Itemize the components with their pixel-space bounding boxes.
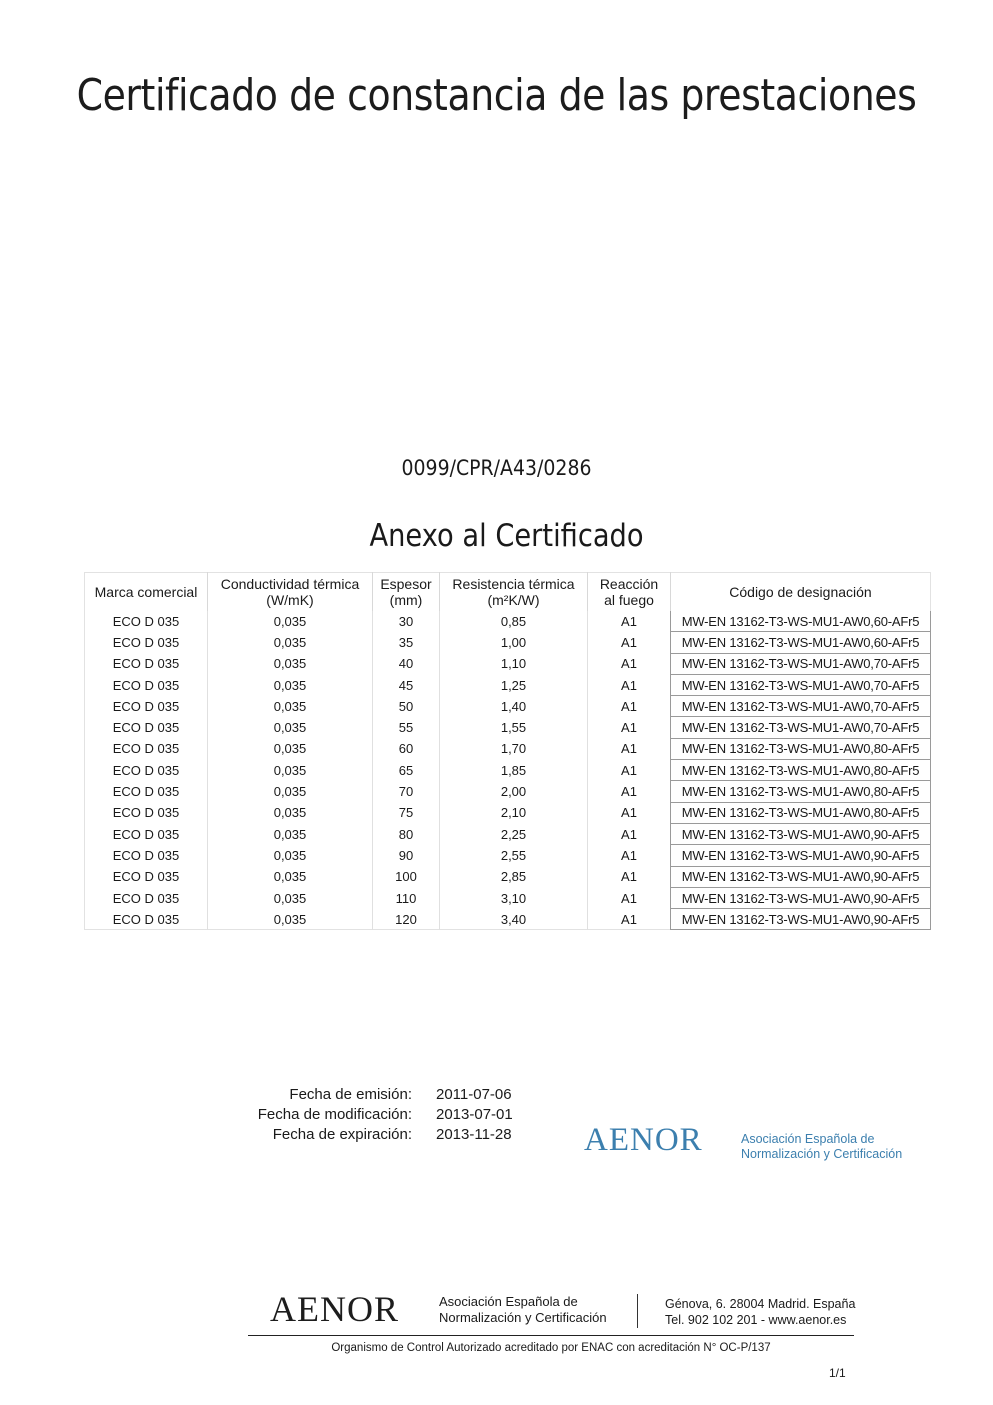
- cell-reaccion: A1: [588, 611, 671, 632]
- cell-conductividad: 0,035: [208, 653, 373, 674]
- cell-conductividad: 0,035: [208, 717, 373, 738]
- cell-reaccion: A1: [588, 866, 671, 887]
- cell-conductividad: 0,035: [208, 632, 373, 653]
- cell-conductividad: 0,035: [208, 845, 373, 866]
- cell-espesor: 120: [373, 909, 440, 930]
- table-row: [85, 802, 931, 823]
- cell-conductividad: 0,035: [208, 909, 373, 930]
- expiry-date-value: 2013-11-28: [436, 1126, 512, 1143]
- cell-espesor: 70: [373, 781, 440, 802]
- cell-resistencia: 1,70: [440, 738, 588, 759]
- table-row: [85, 674, 931, 695]
- cell-espesor: 90: [373, 845, 440, 866]
- aenor-association-name: Asociación Española de Normalización y Certificación: [741, 1132, 903, 1161]
- cell-reaccion: A1: [588, 802, 671, 823]
- cell-marca: ECO D 035: [112, 741, 180, 757]
- document-title: Certificado de constancia de las prestaciones: [76, 70, 917, 121]
- table-header-row: [85, 573, 931, 612]
- cell-espesor: 40: [373, 653, 440, 674]
- cell-reaccion: A1: [588, 909, 671, 930]
- cell-espesor: 45: [373, 674, 440, 695]
- table-row: [85, 887, 931, 908]
- cell-codigo: MW-EN 13162-T3-WS-MU1-AW0,70-AFr5: [671, 717, 931, 738]
- cell-conductividad: 0,035: [208, 760, 373, 781]
- certificate-number: 0099/CPR/A43/0286: [401, 456, 592, 480]
- cell-codigo: MW-EN 13162-T3-WS-MU1-AW0,90-AFr5: [671, 823, 931, 844]
- cell-espesor: 55: [373, 717, 440, 738]
- cell-codigo: MW-EN 13162-T3-WS-MU1-AW0,70-AFr5: [671, 696, 931, 717]
- table-row: [85, 611, 931, 632]
- cell-marca: ECO D 035: [112, 847, 180, 863]
- issue-date-value: 2011-07-06: [436, 1086, 512, 1103]
- modified-date-label: Fecha de modificación:: [257, 1106, 412, 1123]
- cell-marca: ECO D 035: [112, 805, 180, 821]
- cell-codigo: MW-EN 13162-T3-WS-MU1-AW0,90-AFr5: [671, 845, 931, 866]
- cell-espesor: 80: [373, 823, 440, 844]
- cell-codigo: MW-EN 13162-T3-WS-MU1-AW0,60-AFr5: [671, 611, 931, 632]
- cell-marca: ECO D 035: [112, 656, 180, 672]
- cell-marca: ECO D 035: [112, 613, 180, 629]
- cell-codigo: MW-EN 13162-T3-WS-MU1-AW0,80-AFr5: [671, 781, 931, 802]
- cell-marca: ECO D 035: [112, 826, 180, 842]
- table-row: [85, 866, 931, 887]
- table-row: [85, 738, 931, 759]
- cell-codigo: MW-EN 13162-T3-WS-MU1-AW0,60-AFr5: [671, 632, 931, 653]
- table-row: [85, 653, 931, 674]
- page-number: 1/1: [829, 1366, 846, 1380]
- cell-marca: ECO D 035: [112, 720, 180, 736]
- cell-resistencia: 3,40: [440, 909, 588, 930]
- cell-reaccion: A1: [588, 653, 671, 674]
- cell-resistencia: 2,10: [440, 802, 588, 823]
- header-resistencia: Resistencia térmica (m²K/W): [440, 573, 588, 612]
- header-reaccion-fuego: Reacción al fuego: [588, 573, 671, 612]
- cell-marca: ECO D 035: [112, 890, 180, 906]
- dates-block: [246, 1085, 513, 1145]
- table-row: [85, 717, 931, 738]
- cell-conductividad: 0,035: [208, 887, 373, 908]
- table-row: [85, 632, 931, 653]
- expiry-date-row: [246, 1125, 513, 1145]
- aenor-logo: AENOR: [584, 1122, 703, 1158]
- expiry-date-label: Fecha de expiración:: [272, 1126, 412, 1143]
- cell-codigo: MW-EN 13162-T3-WS-MU1-AW0,80-AFr5: [671, 738, 931, 759]
- table-row: [85, 696, 931, 717]
- footer-aenor-logo: AENOR: [270, 1289, 399, 1329]
- cell-marca: ECO D 035: [112, 698, 180, 714]
- cell-marca: ECO D 035: [112, 784, 180, 800]
- cell-marca: ECO D 035: [112, 911, 180, 927]
- issue-date-label: Fecha de emisión:: [289, 1086, 412, 1103]
- cell-reaccion: A1: [588, 717, 671, 738]
- header-codigo-designacion: Código de designación: [671, 573, 931, 612]
- table-row: [85, 845, 931, 866]
- cell-conductividad: 0,035: [208, 611, 373, 632]
- cell-reaccion: A1: [588, 696, 671, 717]
- footer-association-name: Asociación Española de Normalización y Certificación: [439, 1294, 607, 1325]
- cell-resistencia: 1,55: [440, 717, 588, 738]
- cell-marca: ECO D 035: [112, 869, 180, 885]
- footer-accreditation: Organismo de Control Autorizado acreditado por ENAC con acreditación N° OC-P/137: [331, 1342, 771, 1354]
- cell-reaccion: A1: [588, 674, 671, 695]
- cell-reaccion: A1: [588, 781, 671, 802]
- cell-conductividad: 0,035: [208, 674, 373, 695]
- footer-address: Génova, 6. 28004 Madrid. España Tel. 902 102 201 - www.aenor.es: [665, 1297, 856, 1327]
- specification-table: [84, 572, 931, 930]
- issue-date-row: [246, 1085, 513, 1105]
- cell-espesor: 75: [373, 802, 440, 823]
- cell-conductividad: 0,035: [208, 823, 373, 844]
- cell-marca: ECO D 035: [112, 677, 180, 693]
- cell-reaccion: A1: [588, 845, 671, 866]
- annex-title: Anexo al Certificado: [369, 518, 644, 554]
- cell-reaccion: A1: [588, 760, 671, 781]
- cell-reaccion: A1: [588, 887, 671, 908]
- cell-reaccion: A1: [588, 738, 671, 759]
- cell-reaccion: A1: [588, 632, 671, 653]
- cell-resistencia: 2,85: [440, 866, 588, 887]
- cell-conductividad: 0,035: [208, 696, 373, 717]
- table-row: [85, 760, 931, 781]
- cell-resistencia: 3,10: [440, 887, 588, 908]
- table-row: [85, 909, 931, 930]
- table-row: [85, 823, 931, 844]
- cell-conductividad: 0,035: [208, 781, 373, 802]
- cell-resistencia: 2,55: [440, 845, 588, 866]
- cell-resistencia: 0,85: [440, 611, 588, 632]
- cell-espesor: 110: [373, 887, 440, 908]
- cell-codigo: MW-EN 13162-T3-WS-MU1-AW0,70-AFr5: [671, 674, 931, 695]
- cell-codigo: MW-EN 13162-T3-WS-MU1-AW0,90-AFr5: [671, 909, 931, 930]
- cell-reaccion: A1: [588, 823, 671, 844]
- cell-resistencia: 2,00: [440, 781, 588, 802]
- cell-conductividad: 0,035: [208, 738, 373, 759]
- cell-espesor: 100: [373, 866, 440, 887]
- cell-conductividad: 0,035: [208, 866, 373, 887]
- cell-espesor: 65: [373, 760, 440, 781]
- footer-divider: [637, 1294, 638, 1328]
- cell-codigo: MW-EN 13162-T3-WS-MU1-AW0,90-AFr5: [671, 887, 931, 908]
- cell-conductividad: 0,035: [208, 802, 373, 823]
- footer-rule: [248, 1335, 854, 1336]
- cell-resistencia: 1,85: [440, 760, 588, 781]
- cell-espesor: 30: [373, 611, 440, 632]
- header-conductividad: Conductividad térmica (W/mK): [208, 573, 373, 612]
- cell-marca: ECO D 035: [112, 762, 180, 778]
- cell-resistencia: 1,00: [440, 632, 588, 653]
- cell-codigo: MW-EN 13162-T3-WS-MU1-AW0,70-AFr5: [671, 653, 931, 674]
- cell-codigo: MW-EN 13162-T3-WS-MU1-AW0,80-AFr5: [671, 760, 931, 781]
- cell-resistencia: 1,25: [440, 674, 588, 695]
- cell-resistencia: 2,25: [440, 823, 588, 844]
- cell-codigo: MW-EN 13162-T3-WS-MU1-AW0,90-AFr5: [671, 866, 931, 887]
- cell-resistencia: 1,40: [440, 696, 588, 717]
- cell-codigo: MW-EN 13162-T3-WS-MU1-AW0,80-AFr5: [671, 802, 931, 823]
- cell-espesor: 60: [373, 738, 440, 759]
- header-espesor: Espesor (mm): [373, 573, 440, 612]
- header-marca-comercial: Marca comercial: [94, 584, 198, 600]
- modified-date-row: [246, 1105, 513, 1125]
- cell-resistencia: 1,10: [440, 653, 588, 674]
- cell-marca: ECO D 035: [112, 634, 180, 650]
- modified-date-value: 2013-07-01: [436, 1106, 513, 1123]
- cell-espesor: 50: [373, 696, 440, 717]
- table-row: [85, 781, 931, 802]
- cell-espesor: 35: [373, 632, 440, 653]
